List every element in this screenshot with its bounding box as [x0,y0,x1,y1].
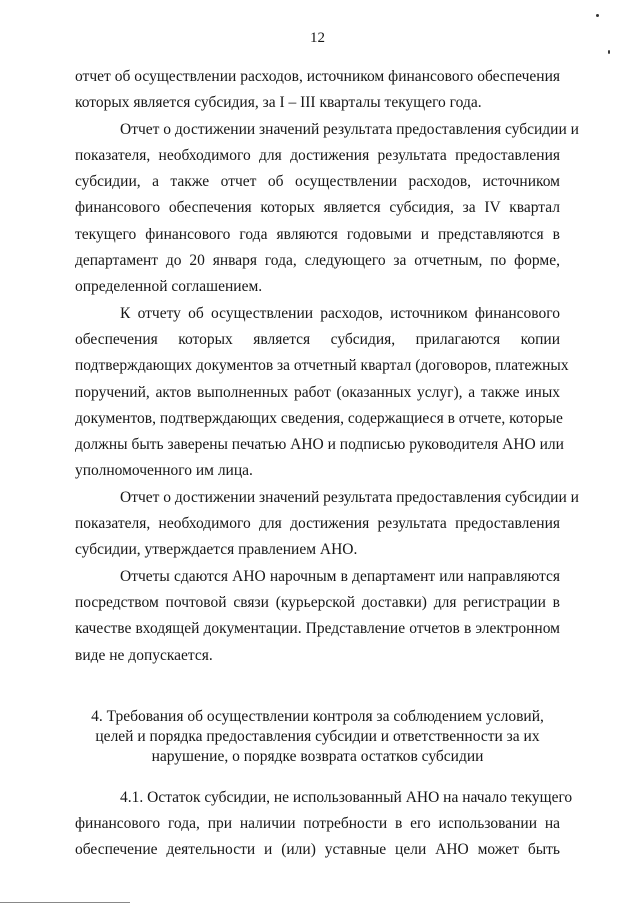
text-line: поручений, актов выполненных работ (оказанных услуг), а также иных [75,383,560,401]
text-line: 4.1. Остаток субсидии, не использованный АНО на начало текущего [120,788,573,806]
text-line: финансового обеспечения которых является субсидия, за IV квартал [75,199,560,217]
paragraph-3 [75,301,569,485]
section-heading [75,707,560,767]
text-line: виде не допускается. [75,646,213,664]
heading-line: нарушение, о порядке возврата остатков субсидии [151,747,484,765]
text-line: должны быть заверены печатью АНО и подписью руководителя АНО или [75,436,564,454]
text-line: финансового года, при наличии потребности в его использовании на [75,815,560,833]
text-line: субсидии, утверждается правлением АНО. [75,541,358,559]
page-edge-rule [0,902,130,903]
text-line: показателя, необходимого для достижения результата предоставления [75,146,560,164]
text-line: показателя, необходимого для достижения результата предоставления [75,515,560,533]
paragraph-1 [75,64,560,117]
section-spacer [75,669,560,707]
page-number: 12 [310,30,325,46]
paragraph-5 [75,564,560,669]
text-line: посредством почтовой связи (курьерской доставки) для регистрации в [75,593,560,611]
heading-line: целей и порядка предоставления субсидии и ответственности за их [95,727,540,745]
text-line: документов, подтверждающих сведения, содержащиеся в отчете, которые [75,409,563,427]
document-body [75,64,579,864]
text-line: Отчет о достижении значений результата предоставления субсидии и [120,488,579,506]
text-line: К отчету об осуществлении расходов, источником финансового [120,304,560,322]
text-line: определенной соглашением. [75,278,263,296]
text-line: Отчет о достижении значений результата предоставления субсидии и [120,120,579,138]
scan-speck [608,50,610,54]
section-spacer [75,767,560,785]
text-line: обеспечение деятельности и (или) уставные цели АНО может быть [75,841,560,859]
paragraph-4 [75,485,579,564]
text-line: уполномоченного им лица. [75,462,253,480]
text-line: которых является субсидия, за I – III кварталы текущего года. [75,94,482,112]
text-line: отчет об осуществлении расходов, источником финансового обеспечения [75,68,560,85]
paragraph-2 [75,117,579,301]
text-line: департамент до 20 января года, следующего за отчетным, по форме, [75,252,560,270]
paragraph-4-1 [75,785,573,864]
text-line: подтверждающих документов за отчетный квартал (договоров, платежных [75,357,569,375]
text-line: текущего финансового года являются годовыми и представляются в [75,225,560,243]
text-line: качестве входящей документации. Представление отчетов в электронном [75,620,560,638]
scan-speck [596,14,599,17]
heading-line: 4. Требования об осуществлении контроля за соблюдением условий, [91,707,544,725]
text-line: обеспечения которых является субсидия, прилагаются копии [75,330,560,348]
text-line: субсидии, а также отчет об осуществлении расходов, источником [75,173,560,191]
text-line: Отчеты сдаются АНО нарочным в департамент или направляются [120,567,560,585]
